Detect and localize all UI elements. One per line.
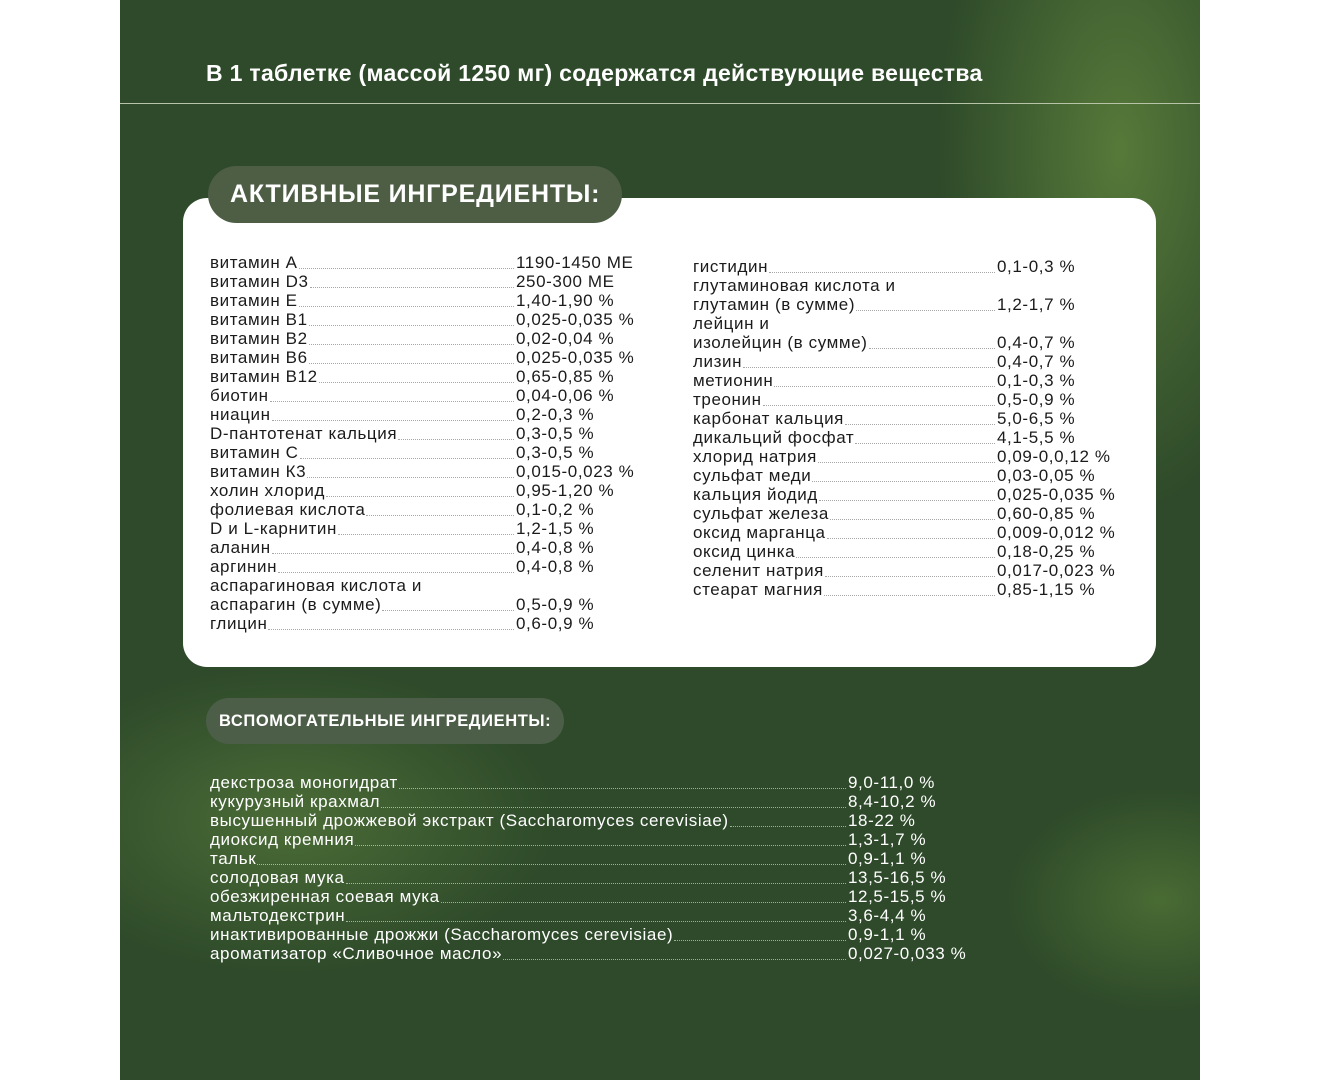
- ingredient-row: [210, 519, 690, 538]
- ingredient-amount: 1190-1450 МЕ: [516, 253, 634, 272]
- dotted-leader: [399, 788, 846, 789]
- ingredient-name: ниацин: [210, 405, 271, 424]
- active-ingredients-list-left: [210, 253, 690, 633]
- ingredient-amount: 0,027-0,033 %: [848, 944, 967, 963]
- auxiliary-ingredients-label: ВСПОМОГАТЕЛЬНЫЕ ИНГРЕДИЕНТЫ:: [206, 698, 564, 744]
- ingredient-name: карбонат кальция: [693, 409, 844, 428]
- ingredient-amount: 0,02-0,04 %: [516, 329, 615, 348]
- ingredient-amount: 0,3-0,5 %: [516, 424, 595, 443]
- ingredient-row: [210, 868, 1110, 887]
- ingredient-amount: 0,04-0,06 %: [516, 386, 615, 405]
- ingredient-name: дикальций фосфат: [693, 428, 855, 447]
- dotted-leader: [338, 534, 514, 535]
- ingredient-row: [693, 523, 1173, 542]
- ingredient-row: [210, 272, 690, 291]
- dotted-leader: [355, 845, 846, 846]
- dotted-leader: [346, 883, 846, 884]
- ingredient-amount: 8,4-10,2 %: [848, 792, 937, 811]
- ingredient-amount: 0,9-1,1 %: [848, 849, 927, 868]
- ingredient-amount: 4,1-5,5 %: [997, 428, 1076, 447]
- ingredient-row: [693, 257, 1173, 276]
- ingredient-amount: 0,6-0,9 %: [516, 614, 595, 633]
- ingredient-name: витамин А: [210, 253, 298, 272]
- ingredient-amount: 0,03-0,05 %: [997, 466, 1096, 485]
- ingredient-name: витамин Е: [210, 291, 298, 310]
- ingredient-amount: 250-300 МЕ: [516, 272, 615, 291]
- ingredient-row: [693, 428, 1173, 447]
- ingredient-row: [210, 386, 690, 405]
- auxiliary-ingredients-list: [210, 773, 1110, 963]
- ingredient-amount: 0,025-0,035 %: [997, 485, 1116, 504]
- ingredient-amount: 0,1-0,3 %: [997, 371, 1076, 390]
- ingredient-row: [693, 466, 1173, 485]
- dotted-leader: [300, 458, 514, 459]
- ingredient-amount: 12,5-15,5 %: [848, 887, 947, 906]
- ingredient-row: [210, 557, 690, 576]
- ingredient-row: [210, 443, 690, 462]
- ingredient-amount: 0,015-0,023 %: [516, 462, 635, 481]
- dotted-leader: [310, 287, 514, 288]
- ingredient-row: [210, 253, 690, 272]
- ingredient-row: [210, 405, 690, 424]
- ingredient-name: аспарагиновая кислота и: [210, 576, 422, 595]
- ingredient-row: [210, 538, 690, 557]
- ingredient-row: [693, 504, 1173, 523]
- ingredient-amount: 0,9-1,1 %: [848, 925, 927, 944]
- ingredient-row: [210, 830, 1110, 849]
- dotted-leader: [845, 424, 995, 425]
- ingredient-row: [210, 310, 690, 329]
- ingredient-name: метионин: [693, 371, 774, 390]
- dotted-leader: [769, 272, 995, 273]
- ingredient-name: тальк: [210, 849, 257, 868]
- ingredient-amount: 1,2-1,7 %: [997, 295, 1076, 314]
- ingredient-name: витамин В6: [210, 348, 308, 367]
- dotted-leader: [819, 500, 995, 501]
- ingredient-row: [693, 542, 1173, 561]
- ingredient-amount: 13,5-16,5 %: [848, 868, 947, 887]
- ingredient-amount: 18-22 %: [848, 811, 916, 830]
- active-ingredients-list-right: [693, 257, 1173, 599]
- ingredient-amount: 0,60-0,85 %: [997, 504, 1096, 523]
- ingredient-row: [210, 792, 1110, 811]
- dotted-leader: [818, 462, 995, 463]
- ingredient-name: стеарат магния: [693, 580, 823, 599]
- ingredient-name: аланин: [210, 538, 271, 557]
- ingredient-name: хлорид натрия: [693, 447, 817, 466]
- ingredient-name: инактивированные дрожжи (Saccharomyces cerevisiae): [210, 925, 674, 944]
- ingredient-amount: 3,6-4,4 %: [848, 906, 927, 925]
- ingredient-row: [210, 462, 690, 481]
- ingredient-row: [210, 887, 1110, 906]
- ingredient-name: биотин: [210, 386, 269, 405]
- ingredient-name: витамин В2: [210, 329, 308, 348]
- dotted-leader: [674, 940, 846, 941]
- ingredient-row: [210, 576, 690, 595]
- ingredient-row: [693, 390, 1173, 409]
- ingredient-row: [693, 276, 1173, 295]
- ingredient-row: [210, 481, 690, 500]
- ingredient-name: мальтодекстрин: [210, 906, 346, 925]
- ingredient-name: изолейцин (в сумме): [693, 333, 868, 352]
- ingredient-row: [693, 447, 1173, 466]
- dotted-leader: [319, 382, 514, 383]
- ingredient-amount: 0,025-0,035 %: [516, 310, 635, 329]
- ingredient-amount: 1,2-1,5 %: [516, 519, 595, 538]
- ingredient-name: декстроза моногидрат: [210, 773, 398, 792]
- ingredient-name: витамин К3: [210, 462, 307, 481]
- dotted-leader: [827, 538, 995, 539]
- ingredient-name: треонин: [693, 390, 762, 409]
- page-title: В 1 таблетке (массой 1250 мг) содержатся действующие вещества: [206, 60, 983, 86]
- ingredient-amount: 5,0-6,5 %: [997, 409, 1076, 428]
- ingredient-row: [693, 580, 1173, 599]
- ingredient-name: высушенный дрожжевой экстракт (Saccharomyces cerevisiae): [210, 811, 729, 830]
- ingredient-name: витамин С: [210, 443, 299, 462]
- ingredient-row: [210, 811, 1110, 830]
- ingredient-name: селенит натрия: [693, 561, 824, 580]
- ingredient-amount: 1,3-1,7 %: [848, 830, 927, 849]
- dotted-leader: [382, 610, 514, 611]
- ingredient-row: [210, 329, 690, 348]
- ingredient-row: [210, 614, 690, 633]
- ingredient-amount: 0,85-1,15 %: [997, 580, 1096, 599]
- ingredient-amount: 0,4-0,7 %: [997, 352, 1076, 371]
- dotted-leader: [257, 864, 846, 865]
- ingredient-amount: 0,18-0,25 %: [997, 542, 1096, 561]
- dotted-leader: [441, 902, 846, 903]
- ingredient-name: солодовая мука: [210, 868, 345, 887]
- dotted-leader: [268, 629, 514, 630]
- dotted-leader: [743, 367, 995, 368]
- dotted-leader: [398, 439, 514, 440]
- dotted-leader: [366, 515, 514, 516]
- dotted-leader: [309, 363, 514, 364]
- dotted-leader: [830, 519, 995, 520]
- ingredient-name: витамин D3: [210, 272, 309, 291]
- ingredient-row: [693, 295, 1173, 314]
- ingredient-name: диоксид кремния: [210, 830, 355, 849]
- ingredient-name: аргинин: [210, 557, 278, 576]
- dotted-leader: [796, 557, 995, 558]
- ingredient-amount: 0,4-0,7 %: [997, 333, 1076, 352]
- ingredient-name: D и L-карнитин: [210, 519, 338, 538]
- ingredient-amount: 0,65-0,85 %: [516, 367, 615, 386]
- ingredient-amount: 0,5-0,9 %: [516, 595, 595, 614]
- ingredient-name: глицин: [210, 614, 268, 633]
- ingredient-row: [210, 500, 690, 519]
- ingredient-row: [693, 333, 1173, 352]
- ingredient-row: [693, 409, 1173, 428]
- dotted-leader: [272, 553, 514, 554]
- dotted-leader: [278, 572, 514, 573]
- dotted-leader: [824, 595, 995, 596]
- title-divider: [120, 103, 1200, 104]
- dotted-leader: [381, 807, 846, 808]
- ingredient-amount: 0,1-0,2 %: [516, 500, 595, 519]
- ingredient-amount: 0,009-0,012 %: [997, 523, 1116, 542]
- ingredient-name: кальция йодид: [693, 485, 818, 504]
- ingredient-amount: 0,95-1,20 %: [516, 481, 615, 500]
- ingredient-name: аспарагин (в сумме): [210, 595, 382, 614]
- dotted-leader: [503, 959, 846, 960]
- dotted-leader: [309, 344, 514, 345]
- dotted-leader: [763, 405, 995, 406]
- ingredient-name: сульфат меди: [693, 466, 812, 485]
- dotted-leader: [855, 443, 995, 444]
- ingredient-name: оксид цинка: [693, 542, 796, 561]
- ingredient-row: [210, 849, 1110, 868]
- ingredient-row: [693, 352, 1173, 371]
- ingredient-name: ароматизатор «Сливочное масло»: [210, 944, 503, 963]
- dotted-leader: [730, 826, 846, 827]
- ingredient-row: [210, 773, 1110, 792]
- dotted-leader: [309, 325, 514, 326]
- ingredient-name: D-пантотенат кальция: [210, 424, 398, 443]
- ingredient-row: [210, 595, 690, 614]
- dotted-leader: [299, 268, 514, 269]
- ingredient-row: [210, 291, 690, 310]
- ingredient-amount: 0,017-0,023 %: [997, 561, 1116, 580]
- ingredient-name: лизин: [693, 352, 743, 371]
- ingredient-amount: 1,40-1,90 %: [516, 291, 615, 310]
- ingredient-name: холин хлорид: [210, 481, 326, 500]
- ingredient-amount: 0,4-0,8 %: [516, 538, 595, 557]
- ingredient-name: глутамин (в сумме): [693, 295, 856, 314]
- ingredient-amount: 0,4-0,8 %: [516, 557, 595, 576]
- ingredient-amount: 0,025-0,035 %: [516, 348, 635, 367]
- ingredient-name: гистидин: [693, 257, 769, 276]
- ingredient-amount: 0,1-0,3 %: [997, 257, 1076, 276]
- ingredient-row: [210, 367, 690, 386]
- ingredient-name: сульфат железа: [693, 504, 829, 523]
- dotted-leader: [825, 576, 995, 577]
- ingredient-row: [210, 906, 1110, 925]
- ingredient-amount: 0,09-0,0,12 %: [997, 447, 1111, 466]
- dotted-leader: [812, 481, 995, 482]
- ingredient-row: [693, 371, 1173, 390]
- ingredient-name: обезжиренная соевая мука: [210, 887, 440, 906]
- info-panel: [120, 0, 1200, 1080]
- ingredient-row: [210, 424, 690, 443]
- ingredient-name: оксид марганца: [693, 523, 826, 542]
- dotted-leader: [326, 496, 514, 497]
- ingredient-name: витамин В12: [210, 367, 318, 386]
- ingredient-amount: 0,2-0,3 %: [516, 405, 595, 424]
- ingredient-row: [210, 944, 1110, 963]
- dotted-leader: [270, 401, 514, 402]
- ingredient-amount: 0,3-0,5 %: [516, 443, 595, 462]
- dotted-leader: [856, 310, 995, 311]
- ingredient-name: витамин В1: [210, 310, 308, 329]
- dotted-leader: [869, 348, 995, 349]
- ingredient-row: [693, 314, 1173, 333]
- ingredient-row: [693, 561, 1173, 580]
- dotted-leader: [272, 420, 514, 421]
- ingredient-name: фолиевая кислота: [210, 500, 366, 519]
- ingredient-name: глутаминовая кислота и: [693, 276, 896, 295]
- ingredient-name: кукурузный крахмал: [210, 792, 381, 811]
- ingredient-row: [210, 348, 690, 367]
- ingredient-row: [693, 485, 1173, 504]
- dotted-leader: [346, 921, 846, 922]
- ingredient-row: [210, 925, 1110, 944]
- dotted-leader: [774, 386, 995, 387]
- active-ingredients-label: АКТИВНЫЕ ИНГРЕДИЕНТЫ:: [208, 166, 622, 223]
- ingredient-name: лейцин и: [693, 314, 770, 333]
- ingredient-amount: 9,0-11,0 %: [848, 773, 935, 792]
- dotted-leader: [307, 477, 514, 478]
- dotted-leader: [299, 306, 514, 307]
- ingredient-amount: 0,5-0,9 %: [997, 390, 1076, 409]
